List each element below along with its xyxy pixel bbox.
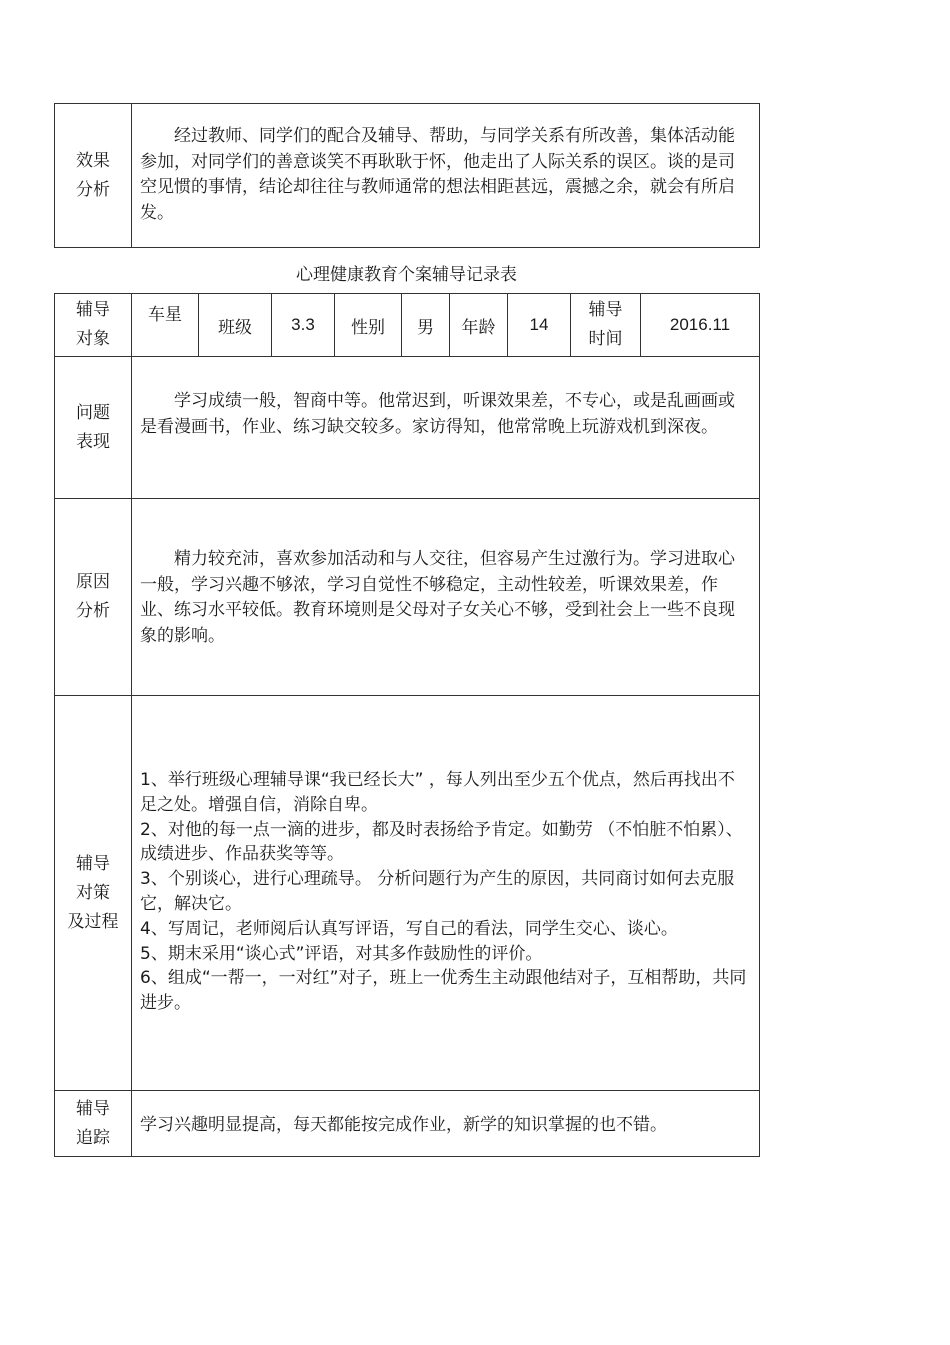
measure-item: 6、组成“一帮一，一对红”对子，班上一优秀生主动跟他结对子，互相帮助，共同进步。	[140, 968, 747, 1014]
measure-item: 5、期末采用“谈心式”评语，对其多作鼓励性的评价。	[140, 943, 543, 964]
measure-item: 1、举行班级心理辅导课“我已经长大” ，每人列出至少五个优点，然后再找出不足之处。增强自信，消除自卑。	[140, 770, 735, 815]
effect-analysis-cell	[132, 104, 760, 248]
cause-text: 精力较充沛，喜欢参加活动和与人交往，但容易产生过激行为。学习进取心一般，学习兴趣不够浓，学习自觉性不够稳定，主动性较差，听课效果差，作业、练习水平较低。教育环境则是父母对子女关心不够，受到社会上一些不良现象的影响。	[140, 549, 735, 646]
problem-text: 学习成绩一般，智商中等。他常迟到，听课效果差，不专心，或是乱画画或是看漫画书，作业、练习缺交较多。家访得知，他常常晚上玩游戏机到深夜。	[140, 391, 735, 437]
cause-label	[55, 499, 132, 696]
problem-label-line1: 问题	[76, 402, 110, 423]
class-value: 3.3	[272, 294, 335, 357]
age-label: 年龄	[450, 294, 508, 357]
measures-cell	[132, 696, 760, 1091]
time-value: 2016.11	[641, 294, 760, 357]
time-label-line2: 时间	[588, 329, 623, 349]
effect-analysis-label	[55, 104, 132, 248]
effect-analysis-table	[54, 103, 760, 248]
age-value: 14	[508, 294, 571, 357]
cause-label-line2: 分析	[76, 601, 110, 621]
tracking-cell	[132, 1091, 760, 1157]
tracking-label	[55, 1091, 132, 1157]
measures-label-line1: 辅导	[76, 853, 110, 874]
tracking-text: 学习兴趣明显提高，每天都能按完成作业，新学的知识掌握的也不错。	[140, 1115, 667, 1135]
target-value: 车星	[132, 294, 199, 357]
target-label	[55, 294, 132, 357]
effect-analysis-text: 经过教师、同学们的配合及辅导、帮助，与同学关系有所改善，集体活动能参加，对同学们的善意谈笑不再耿耿于怀，他走出了人际关系的误区。谈的是司空见惯的事情，结论却往往与教师通常的想法相距甚远，震撼之余，就会有所启发。	[140, 126, 735, 223]
cause-cell	[132, 499, 760, 696]
time-label-line1: 辅导	[588, 300, 623, 320]
time-label	[571, 294, 641, 357]
record-form-table	[54, 293, 760, 1157]
effect-label-line2: 分析	[76, 179, 110, 200]
problem-label	[55, 357, 132, 499]
measures-label-line2: 对策	[76, 882, 110, 903]
problem-cell	[132, 357, 760, 499]
measure-item: 2、对他的每一点一滴的进步，都及时表扬给予肯定。如勤劳 （不怕脏不怕累）、成绩进步、作品获奖等等。	[140, 819, 743, 865]
problem-label-line2: 表现	[76, 431, 110, 452]
measures-list	[132, 768, 759, 1016]
form-title: 心理健康教育个案辅导记录表	[296, 265, 517, 285]
effect-label-line1: 效果	[76, 150, 110, 171]
tracking-label-line2: 追踪	[76, 1127, 110, 1148]
cause-label-line1: 原因	[76, 572, 110, 592]
target-label-line1: 辅导	[76, 300, 110, 320]
measures-label	[55, 696, 132, 1091]
class-label: 班级	[199, 294, 272, 357]
tracking-label-line1: 辅导	[76, 1098, 110, 1119]
target-label-line2: 对象	[76, 329, 110, 349]
gender-value: 男	[402, 294, 450, 357]
measure-item: 4、写周记，老师阅后认真写评语，写自己的看法，同学生交心、谈心。	[140, 918, 678, 939]
gender-label: 性别	[335, 294, 402, 357]
measure-item: 3、个别谈心，进行心理疏导。 分析问题行为产生的原因，共同商讨如何去克服它，解决它。	[140, 869, 735, 914]
measures-label-line3: 及过程	[67, 911, 119, 932]
